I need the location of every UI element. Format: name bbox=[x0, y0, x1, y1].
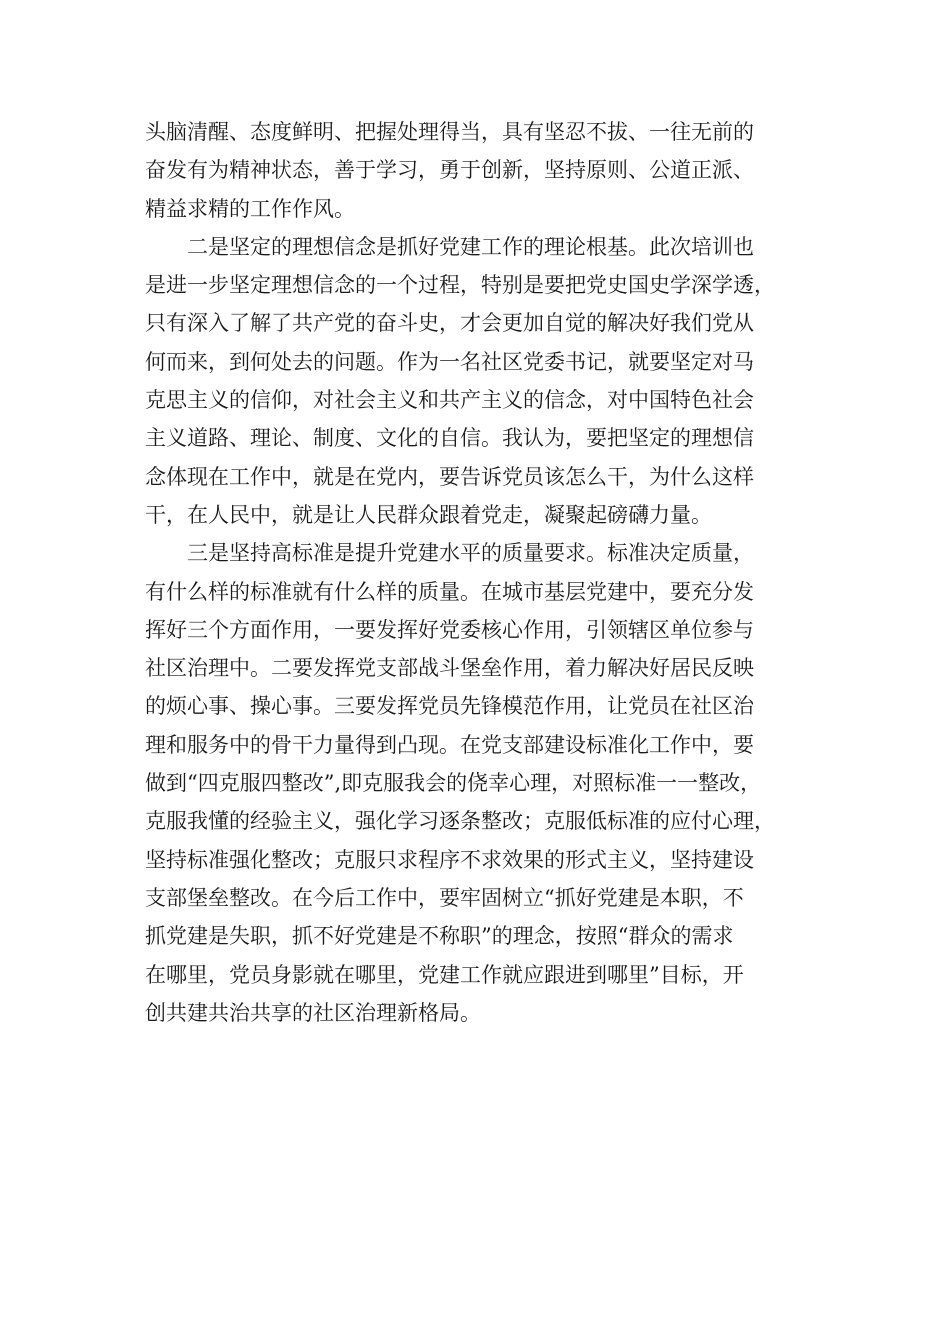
text-line: 只有深入了解了共产党的奋斗史，才会更加自觉的解决好我们党从 bbox=[145, 311, 754, 336]
text-line: 主义道路、理论、制度、文化的自信。我认为，要把坚定的理想信 bbox=[145, 426, 754, 451]
text-line: 何而来，到何处去的问题。作为一名社区党委书记，就要坚定对马 bbox=[145, 349, 754, 374]
text-line: 挥好三个方面作用，一要发挥好党委核心作用，引领辖区单位参与 bbox=[145, 617, 754, 642]
text-line: 在哪里，党员身影就在哪里，党建工作就应跟进到哪里”目标，开 bbox=[145, 962, 744, 987]
text-line: 是进一步坚定理想信念的一个过程，特别是要把党史国史学深学透， bbox=[145, 273, 775, 298]
text-line: 三是坚持高标准是提升党建水平的质量要求。标准决定质量， bbox=[145, 541, 754, 566]
text-line: 做到“四克服四整改”,即克服我会的侥幸心理，对照标准一一整改， bbox=[145, 771, 762, 796]
text-line: 干，在人民中，就是让人民群众跟着党走，凝聚起磅礴力量。 bbox=[145, 502, 712, 527]
text-line: 有什么样的标准就有什么样的质量。在城市基层党建中，要充分发 bbox=[145, 579, 754, 604]
text-line: 精益求精的工作作风。 bbox=[145, 196, 355, 221]
text-line: 二是坚定的理想信念是抓好党建工作的理论根基。此次培训也 bbox=[145, 234, 754, 259]
text-line: 理和服务中的骨干力量得到凸现。在党支部建设标准化工作中，要 bbox=[145, 732, 754, 757]
document-page bbox=[145, 113, 815, 1032]
text-line: 的烦心事、操心事。三要发挥党员先锋模范作用，让党员在社区治 bbox=[145, 694, 754, 719]
text-line: 念体现在工作中，就是在党内，要告诉党员该怎么干，为什么这样 bbox=[145, 464, 754, 489]
text-line: 克服我懂的经验主义，强化学习逐条整改；克服低标准的应付心理， bbox=[145, 809, 775, 834]
paragraph-1 bbox=[145, 113, 815, 228]
paragraph-3 bbox=[145, 534, 815, 1032]
text-line: 奋发有为精神状态，善于学习，勇于创新，坚持原则、公道正派、 bbox=[145, 158, 754, 183]
text-line: 头脑清醒、态度鲜明、把握处理得当，具有坚忍不拔、一往无前的 bbox=[145, 120, 754, 144]
text-line: 坚持标准强化整改；克服只求程序不求效果的形式主义，坚持建设 bbox=[145, 847, 754, 872]
text-line: 创共建共治共享的社区治理新格局。 bbox=[145, 1000, 481, 1025]
paragraph-2 bbox=[145, 228, 815, 534]
text-line: 抓党建是失职，抓不好党建是不称职”的理念，按照“群众的需求 bbox=[145, 924, 734, 949]
text-line: 社区治理中。二要发挥党支部战斗堡垒作用，着力解决好居民反映 bbox=[145, 656, 754, 681]
text-line: 克思主义的信仰，对社会主义和共产主义的信念，对中国特色社会 bbox=[145, 388, 754, 413]
text-line: 支部堡垒整改。在今后工作中，要牢固树立“抓好党建是本职，不 bbox=[145, 885, 744, 910]
